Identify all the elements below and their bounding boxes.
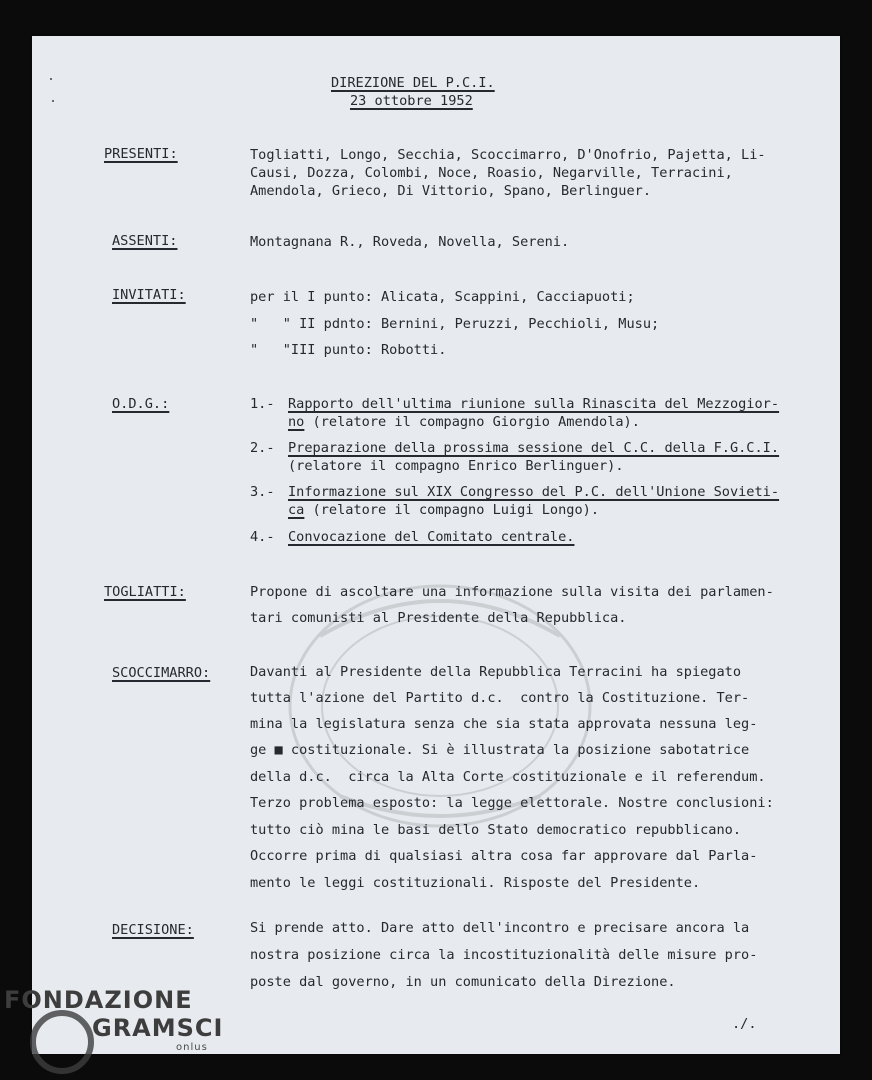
invitati-label: INVITATI: xyxy=(112,287,186,303)
togliatti-line: tari comunisti al Presidente della Repubblica. xyxy=(250,610,627,626)
odg-item-title: Informazione sul XIX Congresso del P.C. dell'Unione Sovieti- xyxy=(288,484,780,500)
togliatti-line: Propone di ascoltare una informazione sulla visita dei parlamen- xyxy=(250,584,774,600)
odg-label: O.D.G.: xyxy=(112,396,170,412)
scoccimarro-line: Occorre prima di qualsiasi altra cosa far approvare dal Parla- xyxy=(250,848,758,864)
margin-mark xyxy=(50,78,52,80)
odg-item-title: Preparazione della prossima sessione del C.C. della F.G.C.I. xyxy=(288,440,780,456)
presenti-line: Causi, Dozza, Colombi, Noce, Roasio, Negarville, Terracini, xyxy=(250,165,733,181)
odg-item-title: Rapporto dell'ultima riunione sulla Rinascita del Mezzogior- xyxy=(288,396,780,412)
document-title: DIREZIONE DEL P.C.I. xyxy=(331,75,495,91)
invitati-line: " "III punto: Robotti. xyxy=(250,342,447,358)
scoccimarro-label: SCOCCIMARRO: xyxy=(112,665,211,681)
assenti-text: Montagnana R., Roveda, Novella, Sereni. xyxy=(250,234,570,250)
assenti-label: ASSENTI: xyxy=(112,233,178,249)
odg-item-rapporteur: (relatore il compagno Giorgio Amendola). xyxy=(304,414,640,430)
odg-item-title-continuation: no xyxy=(288,414,305,430)
presenti-line: Togliatti, Longo, Secchia, Scoccimarro, D'Onofrio, Pajetta, Li- xyxy=(250,147,766,163)
decisione-line: poste dal governo, in un comunicato della Direzione. xyxy=(250,974,676,990)
odg-item-title: Convocazione del Comitato centrale. xyxy=(288,529,575,545)
decisione-line: Si prende atto. Dare atto dell'incontro e precisare ancora la xyxy=(250,920,750,936)
continuation-mark: ./. xyxy=(732,1016,757,1032)
scoccimarro-line: Davanti al Presidente della Repubblica Terracini ha spiegato xyxy=(250,664,742,680)
logo-line: FONDAZIONE xyxy=(4,986,193,1014)
scoccimarro-line: tutta l'azione del Partito d.c. contro la Costituzione. Ter- xyxy=(250,690,750,706)
logo-line: GRAMSCI xyxy=(92,1014,224,1042)
scoccimarro-line: tutto ciò mina le basi dello Stato democratico repubblicano. xyxy=(250,822,742,838)
scoccimarro-line: mina la legislatura senza che sia stata approvata nessuna leg- xyxy=(250,716,758,732)
odg-item-number: 3.- xyxy=(250,484,275,500)
archive-stamp xyxy=(280,556,600,856)
document-page xyxy=(32,36,840,1054)
odg-item-continuation xyxy=(288,416,640,430)
odg-item-continuation xyxy=(288,504,599,518)
odg-item-rapporteur: (relatore il compagno Luigi Longo). xyxy=(304,502,600,518)
scoccimarro-line: Terzo problema esposto: la legge elettorale. Nostre conclusioni: xyxy=(250,795,774,811)
decisione-line: nostra posizione circa la incostituzionalità delle misure pro- xyxy=(250,947,758,963)
odg-item-number: 2.- xyxy=(250,440,275,456)
logo-subtitle: onlus xyxy=(176,1042,208,1053)
odg-item-number: 4.- xyxy=(250,529,275,545)
presenti-label: PRESENTI: xyxy=(104,146,178,162)
scoccimarro-line: mento le leggi costituzionali. Risposte del Presidente. xyxy=(250,875,701,891)
presenti-line: Amendola, Grieco, Di Vittorio, Spano, Berlinguer. xyxy=(250,183,652,199)
decisione-label: DECISIONE: xyxy=(112,922,194,938)
odg-item-number: 1.- xyxy=(250,396,275,412)
odg-item-rapporteur: (relatore il compagno Enrico Berlinguer). xyxy=(288,458,624,474)
odg-item-continuation xyxy=(288,460,624,474)
scoccimarro-line: della d.c. circa la Alta Corte costituzionale e il referendum. xyxy=(250,769,766,785)
invitati-line: per il I punto: Alicata, Scappini, Cacciapuoti; xyxy=(250,289,635,305)
scoccimarro-line: ge ■ costituzionale. Si è illustrata la posizione sabotatrice xyxy=(250,742,750,758)
odg-item-title-continuation: ca xyxy=(288,502,305,518)
margin-mark xyxy=(52,100,54,102)
togliatti-label: TOGLIATTI: xyxy=(104,584,186,600)
invitati-line: " " II pdnto: Bernini, Peruzzi, Pecchioli, Musu; xyxy=(250,316,660,332)
document-date: 23 ottobre 1952 xyxy=(350,93,473,109)
fondazione-gramsci-logo xyxy=(4,986,223,1053)
